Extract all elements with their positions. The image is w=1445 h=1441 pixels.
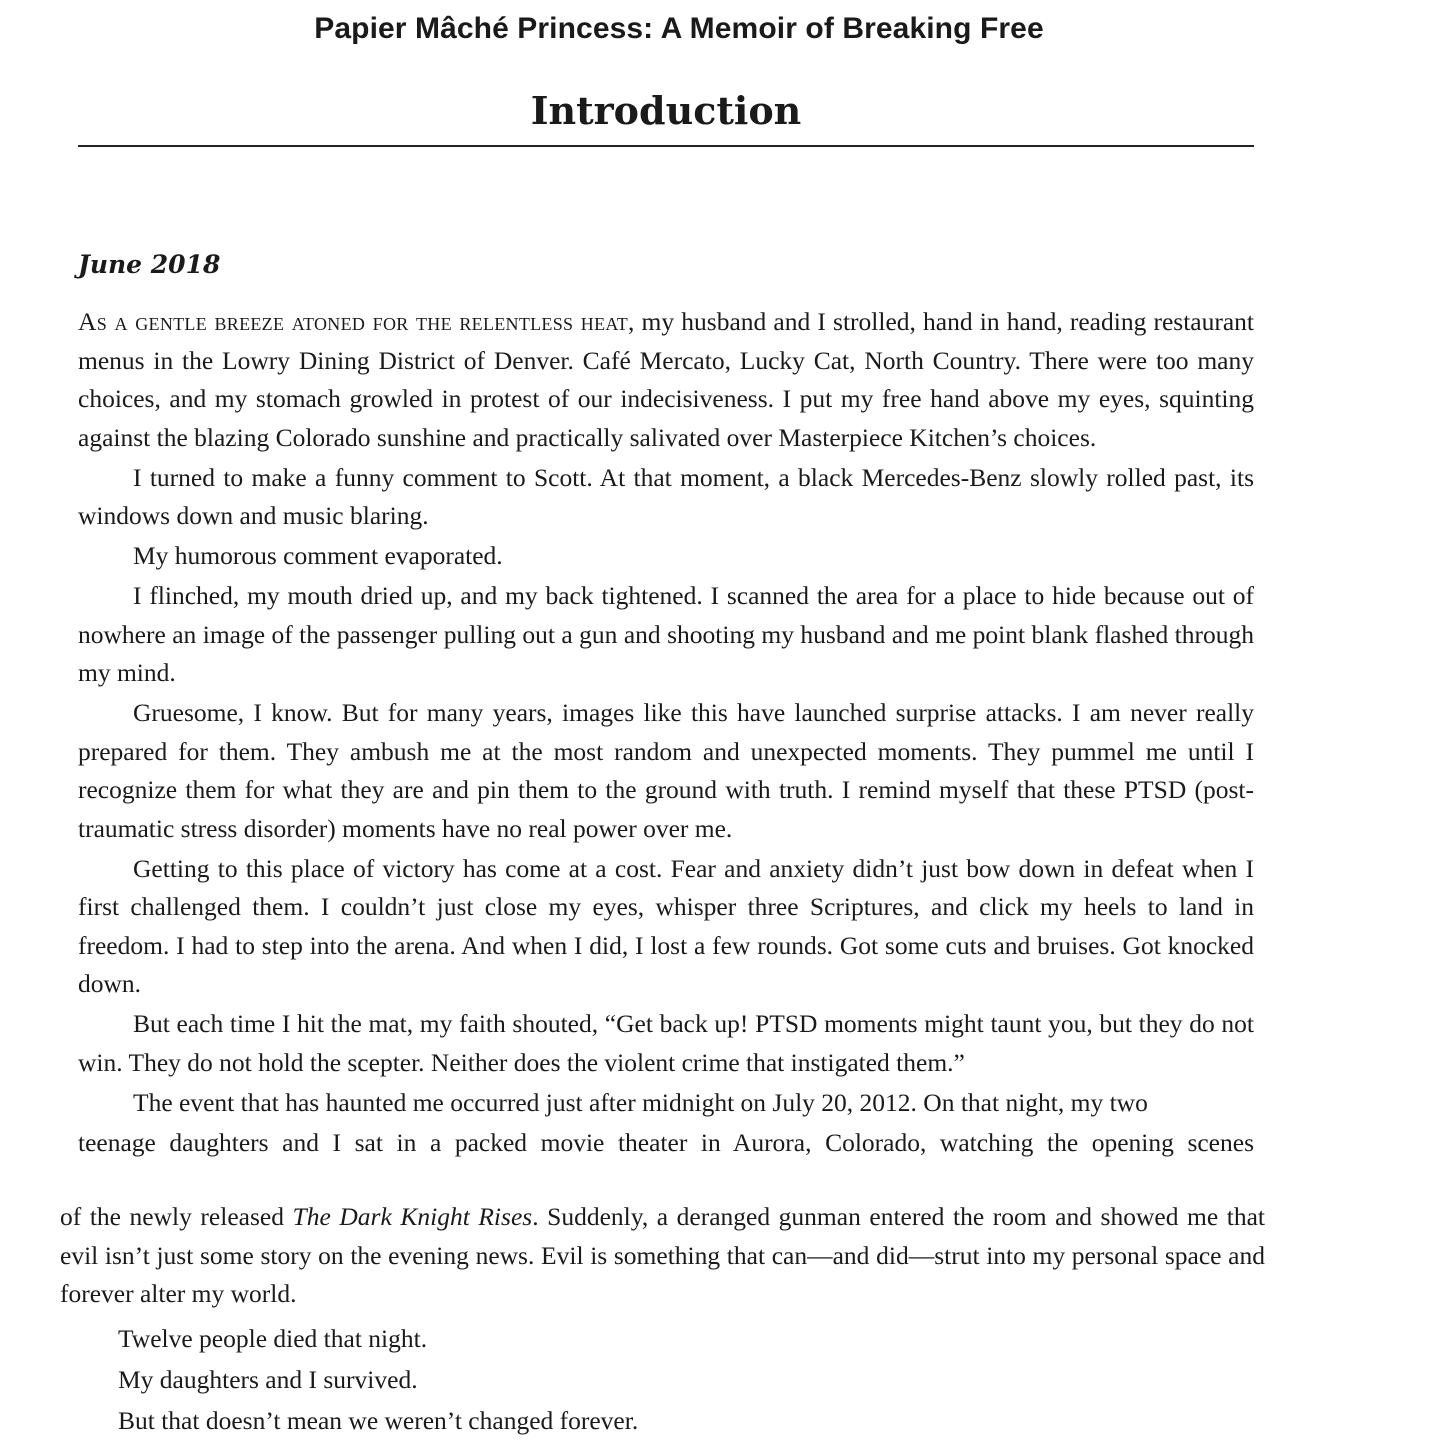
paragraph-8-text-b: . Suddenly, a deranged gunman entered the room and showed me that evil isn’t just some story on the evening news. Evil is something that can—and did—strut into my personal space and forever alter my world.: [60, 1202, 1265, 1308]
paragraph-8-line-2: teenage daughters and I sat in a packed movie theater in Aurora, Colorado, watching the opening scenes: [78, 1127, 1254, 1157]
paragraph-10: My daughters and I survived.: [118, 1365, 418, 1394]
book-title: Papier Mâché Princess: A Memoir of Breaking Free: [314, 12, 1044, 45]
paragraph-11: But that doesn’t mean we weren’t changed forever.: [118, 1406, 639, 1435]
body-text-block-b: [60, 1198, 1265, 1315]
paragraph-2: I turned to make a funny comment to Scott. At that moment, a black Mercedes-Benz slowly rolled past, its windows down and music blaring.: [78, 462, 1254, 530]
paragraph-9: Twelve people died that night.: [118, 1324, 428, 1353]
closing-lines: [118, 1318, 638, 1441]
paragraph-5: Gruesome, I know. But for many years, images like this have launched surprise attacks. I am never really prepared for them. They ambush me at the most random and unexpected moments. They pummel me until I recognize them for what they are and pin them to the ground with truth. I remind myself that these PTSD (post-traumatic stress disorder) moments have no real power over me.: [78, 698, 1254, 843]
section-date: June 2018: [78, 250, 221, 279]
chapter-title: Introduction: [530, 88, 802, 133]
paragraph-1-text: , my husband and I strolled, hand in hand, reading restaurant menus in the Lowry Dining District of Denver. Café Mercato, Lucky Cat, North Country. There were too many choices, and my stomach growled in protest of our indecisiveness. I put my free hand above my eyes, squinting against the blazing Colorado sunshine and practically salivated over Masterpiece Kitchen’s choices.: [78, 307, 1254, 452]
paragraph-7: But each time I hit the mat, my faith shouted, “Get back up! PTSD moments might taunt you, but they do not win. They do not hold the scepter. Neither does the violent crime that instigated them.”: [78, 1009, 1254, 1077]
paragraph-8-text-a: of the newly released: [60, 1202, 293, 1231]
paragraph-8-continued: [60, 1198, 1265, 1314]
paragraph-3: My humorous comment evaporated.: [133, 541, 503, 570]
paragraph-1-lead-in: As a gentle breeze atoned for the relentless heat: [78, 307, 628, 336]
body-text-block-a: [78, 303, 1254, 1164]
paragraph-4: I flinched, my mouth dried up, and my back tightened. I scanned the area for a place to hide because out of nowhere an image of the passenger pulling out a gun and shooting my husband and me point blank flashed through my mind.: [78, 581, 1254, 687]
paragraph-8-line-1: The event that has haunted me occurred just after midnight on July 20, 2012. On that night, my two: [133, 1087, 1148, 1117]
film-title: The Dark Knight Rises: [292, 1202, 533, 1231]
paragraph-1: [78, 303, 1254, 457]
title-divider: [78, 145, 1254, 147]
paragraph-6: Getting to this place of victory has come at a cost. Fear and anxiety didn’t just bow down in defeat when I first challenged them. I couldn’t just close my eyes, whisper three Scriptures, and click my heels to land in freedom. I had to step into the arena. And when I did, I lost a few rounds. Got some cuts and bruises. Got knocked down.: [78, 853, 1254, 998]
